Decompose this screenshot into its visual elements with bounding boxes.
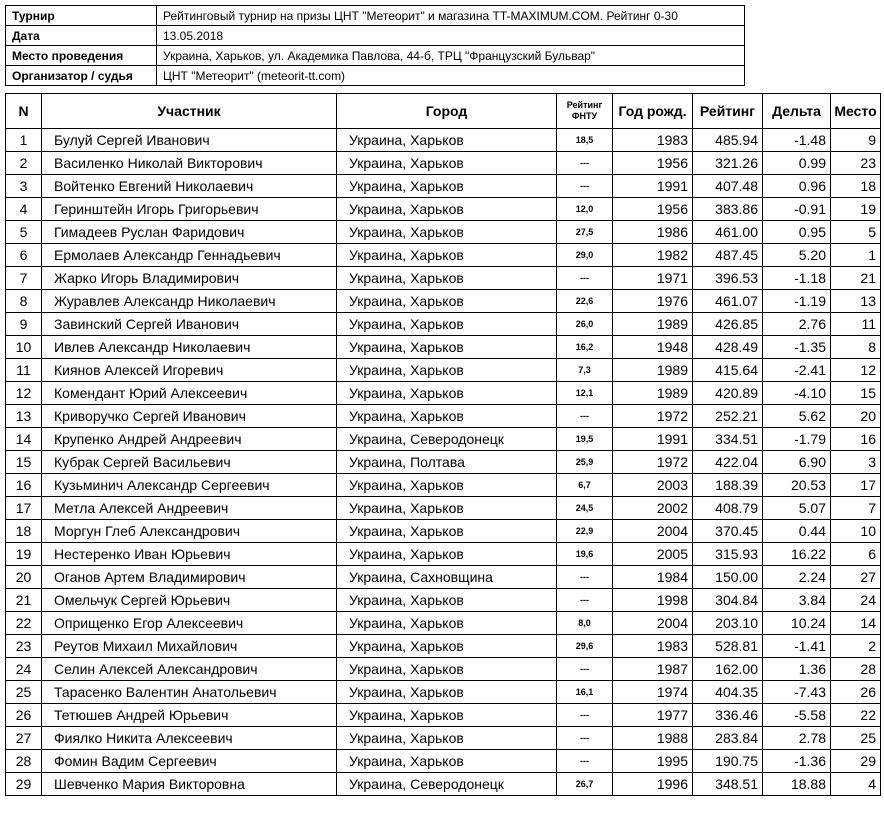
cell-place: 28 xyxy=(831,658,881,681)
cell-number: 26 xyxy=(6,704,42,727)
cell-place: 8 xyxy=(831,336,881,359)
cell-city: Украина, Харьков xyxy=(337,244,557,267)
cell-participant: Крупенко Андрей Андреевич xyxy=(42,428,337,451)
table-row xyxy=(6,704,881,727)
cell-number: 7 xyxy=(6,267,42,290)
cell-place: 29 xyxy=(831,750,881,773)
cell-rating: 426.85 xyxy=(693,313,763,336)
cell-city: Украина, Харьков xyxy=(337,313,557,336)
cell-rating: 190.75 xyxy=(693,750,763,773)
cell-fntu-rating: 7,3 xyxy=(557,359,613,382)
cell-number: 4 xyxy=(6,198,42,221)
cell-birth-year: 1983 xyxy=(613,635,693,658)
cell-place: 2 xyxy=(831,635,881,658)
results-header xyxy=(6,94,881,129)
cell-rating: 334.51 xyxy=(693,428,763,451)
info-label: Место проведения xyxy=(6,46,157,66)
cell-fntu-rating: --- xyxy=(557,750,613,773)
cell-rating: 408.79 xyxy=(693,497,763,520)
header-city[interactable]: Город xyxy=(337,94,557,129)
cell-number: 18 xyxy=(6,520,42,543)
cell-place: 4 xyxy=(831,773,881,796)
cell-place: 21 xyxy=(831,267,881,290)
cell-delta: -1.35 xyxy=(763,336,831,359)
info-label: Организатор / судья xyxy=(6,66,157,86)
info-row xyxy=(6,26,745,46)
table-row xyxy=(6,313,881,336)
cell-participant: Кузьминич Александр Сергеевич xyxy=(42,474,337,497)
cell-city: Украина, Харьков xyxy=(337,681,557,704)
cell-participant: Шевченко Мария Викторовна xyxy=(42,773,337,796)
cell-rating: 528.81 xyxy=(693,635,763,658)
header-fntu-rating[interactable] xyxy=(557,94,613,129)
cell-rating: 336.46 xyxy=(693,704,763,727)
cell-fntu-rating: --- xyxy=(557,175,613,198)
cell-rating: 407.48 xyxy=(693,175,763,198)
cell-birth-year: 1996 xyxy=(613,773,693,796)
header-fntu-line1: Рейтинг xyxy=(566,100,603,110)
cell-city: Украина, Северодонецк xyxy=(337,773,557,796)
cell-rating: 304.84 xyxy=(693,589,763,612)
cell-delta: -1.36 xyxy=(763,750,831,773)
cell-number: 9 xyxy=(6,313,42,336)
cell-city: Украина, Харьков xyxy=(337,589,557,612)
cell-delta: 2.24 xyxy=(763,566,831,589)
cell-participant: Фомин Вадим Сергеевич xyxy=(42,750,337,773)
info-label: Дата xyxy=(6,26,157,46)
cell-place: 14 xyxy=(831,612,881,635)
cell-delta: 3.84 xyxy=(763,589,831,612)
cell-birth-year: 1948 xyxy=(613,336,693,359)
cell-rating: 487.45 xyxy=(693,244,763,267)
cell-city: Украина, Харьков xyxy=(337,129,557,152)
cell-participant: Кубрак Сергей Васильевич xyxy=(42,451,337,474)
cell-delta: 5.07 xyxy=(763,497,831,520)
table-row xyxy=(6,451,881,474)
cell-city: Украина, Харьков xyxy=(337,198,557,221)
cell-birth-year: 1988 xyxy=(613,727,693,750)
cell-rating: 415.64 xyxy=(693,359,763,382)
cell-city: Украина, Харьков xyxy=(337,175,557,198)
cell-city: Украина, Харьков xyxy=(337,727,557,750)
cell-birth-year: 1995 xyxy=(613,750,693,773)
info-row xyxy=(6,66,745,86)
cell-participant: Ермолаев Александр Геннадьевич xyxy=(42,244,337,267)
cell-rating: 461.07 xyxy=(693,290,763,313)
table-row xyxy=(6,428,881,451)
cell-city: Украина, Харьков xyxy=(337,267,557,290)
cell-fntu-rating: 6,7 xyxy=(557,474,613,497)
cell-participant: Криворучко Сергей Иванович xyxy=(42,405,337,428)
cell-delta: 2.76 xyxy=(763,313,831,336)
cell-place: 9 xyxy=(831,129,881,152)
cell-birth-year: 1998 xyxy=(613,589,693,612)
table-row xyxy=(6,773,881,796)
cell-city: Украина, Харьков xyxy=(337,359,557,382)
header-row xyxy=(6,94,881,129)
info-row xyxy=(6,6,745,26)
cell-rating: 461.00 xyxy=(693,221,763,244)
cell-fntu-rating: 19,5 xyxy=(557,428,613,451)
cell-delta: 10.24 xyxy=(763,612,831,635)
cell-delta: 5.20 xyxy=(763,244,831,267)
cell-number: 22 xyxy=(6,612,42,635)
cell-delta: 2.78 xyxy=(763,727,831,750)
cell-city: Украина, Харьков xyxy=(337,336,557,359)
cell-city: Украина, Харьков xyxy=(337,635,557,658)
cell-fntu-rating: 19,6 xyxy=(557,543,613,566)
cell-birth-year: 1989 xyxy=(613,313,693,336)
cell-participant: Геринштейн Игорь Григорьевич xyxy=(42,198,337,221)
cell-fntu-rating: 12,0 xyxy=(557,198,613,221)
cell-delta: 1.36 xyxy=(763,658,831,681)
cell-birth-year: 1991 xyxy=(613,428,693,451)
cell-birth-year: 1991 xyxy=(613,175,693,198)
cell-rating: 428.49 xyxy=(693,336,763,359)
cell-city: Украина, Харьков xyxy=(337,750,557,773)
cell-number: 19 xyxy=(6,543,42,566)
tournament-info-body xyxy=(6,6,745,86)
cell-birth-year: 1989 xyxy=(613,359,693,382)
cell-number: 21 xyxy=(6,589,42,612)
table-row xyxy=(6,681,881,704)
cell-number: 20 xyxy=(6,566,42,589)
cell-number: 14 xyxy=(6,428,42,451)
cell-birth-year: 1972 xyxy=(613,405,693,428)
cell-participant: Селин Алексей Александрович xyxy=(42,658,337,681)
cell-participant: Булуй Сергей Иванович xyxy=(42,129,337,152)
cell-city: Украина, Харьков xyxy=(337,152,557,175)
cell-city: Украина, Харьков xyxy=(337,658,557,681)
cell-number: 25 xyxy=(6,681,42,704)
table-row xyxy=(6,750,881,773)
info-value: ЦНТ "Метеорит" (meteorit-tt.com) xyxy=(157,66,745,86)
cell-fntu-rating: 25,9 xyxy=(557,451,613,474)
cell-city: Украина, Харьков xyxy=(337,497,557,520)
cell-city: Украина, Полтава xyxy=(337,451,557,474)
cell-fntu-rating: --- xyxy=(557,704,613,727)
cell-delta: -1.41 xyxy=(763,635,831,658)
cell-fntu-rating: 16,1 xyxy=(557,681,613,704)
table-row xyxy=(6,658,881,681)
cell-participant: Киянов Алексей Игоревич xyxy=(42,359,337,382)
header-participant[interactable]: Участник xyxy=(42,94,337,129)
cell-delta: 16.22 xyxy=(763,543,831,566)
cell-participant: Тарасенко Валентин Анатольевич xyxy=(42,681,337,704)
cell-delta: -1.18 xyxy=(763,267,831,290)
cell-place: 12 xyxy=(831,359,881,382)
cell-birth-year: 1971 xyxy=(613,267,693,290)
table-row xyxy=(6,543,881,566)
cell-birth-year: 1983 xyxy=(613,129,693,152)
table-row xyxy=(6,405,881,428)
cell-birth-year: 2005 xyxy=(613,543,693,566)
cell-delta: 6.90 xyxy=(763,451,831,474)
info-label: Турнир xyxy=(6,6,157,26)
cell-place: 5 xyxy=(831,221,881,244)
cell-fntu-rating: 16,2 xyxy=(557,336,613,359)
cell-place: 17 xyxy=(831,474,881,497)
cell-place: 26 xyxy=(831,681,881,704)
cell-place: 6 xyxy=(831,543,881,566)
cell-place: 27 xyxy=(831,566,881,589)
cell-delta: 5.62 xyxy=(763,405,831,428)
table-row xyxy=(6,566,881,589)
cell-participant: Омельчук Сергей Юрьевич xyxy=(42,589,337,612)
table-row xyxy=(6,244,881,267)
cell-delta: -0.91 xyxy=(763,198,831,221)
table-row xyxy=(6,129,881,152)
cell-fntu-rating: 27,5 xyxy=(557,221,613,244)
cell-delta: -5.58 xyxy=(763,704,831,727)
cell-delta: 0.99 xyxy=(763,152,831,175)
cell-city: Украина, Харьков xyxy=(337,474,557,497)
cell-delta: -7.43 xyxy=(763,681,831,704)
cell-number: 3 xyxy=(6,175,42,198)
cell-rating: 283.84 xyxy=(693,727,763,750)
cell-place: 25 xyxy=(831,727,881,750)
table-row xyxy=(6,474,881,497)
cell-number: 12 xyxy=(6,382,42,405)
cell-birth-year: 2002 xyxy=(613,497,693,520)
cell-participant: Оприщенко Егор Алексеевич xyxy=(42,612,337,635)
table-row xyxy=(6,382,881,405)
cell-rating: 404.35 xyxy=(693,681,763,704)
cell-participant: Оганов Артем Владимирович xyxy=(42,566,337,589)
cell-place: 22 xyxy=(831,704,881,727)
cell-rating: 420.89 xyxy=(693,382,763,405)
table-row xyxy=(6,589,881,612)
header-delta[interactable]: Дельта xyxy=(763,94,831,129)
cell-delta: 0.44 xyxy=(763,520,831,543)
cell-number: 27 xyxy=(6,727,42,750)
cell-delta: -1.19 xyxy=(763,290,831,313)
header-fntu-line2: ФНТУ xyxy=(571,111,598,121)
cell-rating: 383.86 xyxy=(693,198,763,221)
results-table xyxy=(5,93,881,796)
table-row xyxy=(6,267,881,290)
cell-number: 13 xyxy=(6,405,42,428)
cell-number: 1 xyxy=(6,129,42,152)
cell-number: 11 xyxy=(6,359,42,382)
cell-participant: Жарко Игорь Владимирович xyxy=(42,267,337,290)
cell-fntu-rating: --- xyxy=(557,152,613,175)
cell-city: Украина, Харьков xyxy=(337,704,557,727)
cell-place: 11 xyxy=(831,313,881,336)
table-row xyxy=(6,612,881,635)
cell-city: Украина, Харьков xyxy=(337,612,557,635)
cell-rating: 370.45 xyxy=(693,520,763,543)
cell-number: 17 xyxy=(6,497,42,520)
cell-place: 24 xyxy=(831,589,881,612)
cell-delta: 20.53 xyxy=(763,474,831,497)
cell-rating: 348.51 xyxy=(693,773,763,796)
cell-delta: 18.88 xyxy=(763,773,831,796)
cell-place: 3 xyxy=(831,451,881,474)
cell-place: 1 xyxy=(831,244,881,267)
cell-birth-year: 1974 xyxy=(613,681,693,704)
cell-birth-year: 1976 xyxy=(613,290,693,313)
header-place[interactable]: Место xyxy=(831,94,881,129)
cell-participant: Реутов Михаил Михайлович xyxy=(42,635,337,658)
cell-number: 29 xyxy=(6,773,42,796)
cell-participant: Войтенко Евгений Николаевич xyxy=(42,175,337,198)
cell-number: 8 xyxy=(6,290,42,313)
cell-delta: 0.95 xyxy=(763,221,831,244)
table-row xyxy=(6,152,881,175)
table-row xyxy=(6,198,881,221)
cell-fntu-rating: 12,1 xyxy=(557,382,613,405)
cell-place: 7 xyxy=(831,497,881,520)
cell-number: 16 xyxy=(6,474,42,497)
cell-place: 19 xyxy=(831,198,881,221)
cell-rating: 162.00 xyxy=(693,658,763,681)
table-row xyxy=(6,497,881,520)
cell-city: Украина, Харьков xyxy=(337,290,557,313)
cell-rating: 252.21 xyxy=(693,405,763,428)
cell-number: 24 xyxy=(6,658,42,681)
cell-number: 6 xyxy=(6,244,42,267)
cell-rating: 321.26 xyxy=(693,152,763,175)
info-value: 13.05.2018 xyxy=(157,26,745,46)
cell-fntu-rating: 26,0 xyxy=(557,313,613,336)
table-row xyxy=(6,520,881,543)
cell-participant: Нестеренко Иван Юрьевич xyxy=(42,543,337,566)
cell-birth-year: 1982 xyxy=(613,244,693,267)
cell-fntu-rating: --- xyxy=(557,566,613,589)
cell-participant: Василенко Николай Викторович xyxy=(42,152,337,175)
cell-number: 5 xyxy=(6,221,42,244)
cell-city: Украина, Харьков xyxy=(337,382,557,405)
cell-delta: -2.41 xyxy=(763,359,831,382)
cell-participant: Комендант Юрий Алексеевич xyxy=(42,382,337,405)
cell-rating: 150.00 xyxy=(693,566,763,589)
cell-place: 20 xyxy=(831,405,881,428)
cell-city: Украина, Харьков xyxy=(337,221,557,244)
cell-participant: Ивлев Александр Николаевич xyxy=(42,336,337,359)
cell-place: 23 xyxy=(831,152,881,175)
info-row xyxy=(6,46,745,66)
cell-fntu-rating: --- xyxy=(557,267,613,290)
cell-participant: Метла Алексей Андреевич xyxy=(42,497,337,520)
cell-number: 10 xyxy=(6,336,42,359)
cell-birth-year: 2004 xyxy=(613,520,693,543)
cell-participant: Завинский Сергей Иванович xyxy=(42,313,337,336)
cell-participant: Фиялко Никита Алексеевич xyxy=(42,727,337,750)
cell-birth-year: 1986 xyxy=(613,221,693,244)
cell-delta: -1.79 xyxy=(763,428,831,451)
cell-fntu-rating: 29,6 xyxy=(557,635,613,658)
header-rating[interactable]: Рейтинг xyxy=(693,94,763,129)
table-row xyxy=(6,336,881,359)
cell-fntu-rating: --- xyxy=(557,658,613,681)
cell-birth-year: 1984 xyxy=(613,566,693,589)
cell-city: Украина, Харьков xyxy=(337,520,557,543)
cell-rating: 203.10 xyxy=(693,612,763,635)
cell-birth-year: 1977 xyxy=(613,704,693,727)
cell-number: 28 xyxy=(6,750,42,773)
cell-fntu-rating: --- xyxy=(557,589,613,612)
cell-participant: Журавлев Александр Николаевич xyxy=(42,290,337,313)
cell-participant: Гимадеев Руслан Фаридович xyxy=(42,221,337,244)
cell-rating: 422.04 xyxy=(693,451,763,474)
cell-fntu-rating: 22,9 xyxy=(557,520,613,543)
cell-participant: Моргун Глеб Александрович xyxy=(42,520,337,543)
cell-place: 18 xyxy=(831,175,881,198)
cell-delta: -4.10 xyxy=(763,382,831,405)
cell-fntu-rating: 18,5 xyxy=(557,129,613,152)
cell-delta: -1.48 xyxy=(763,129,831,152)
cell-birth-year: 1987 xyxy=(613,658,693,681)
table-row xyxy=(6,175,881,198)
cell-city: Украина, Харьков xyxy=(337,543,557,566)
cell-city: Украина, Северодонецк xyxy=(337,428,557,451)
cell-rating: 485.94 xyxy=(693,129,763,152)
cell-number: 15 xyxy=(6,451,42,474)
cell-number: 2 xyxy=(6,152,42,175)
table-row xyxy=(6,359,881,382)
cell-fntu-rating: --- xyxy=(557,405,613,428)
cell-birth-year: 1989 xyxy=(613,382,693,405)
cell-rating: 396.53 xyxy=(693,267,763,290)
table-row xyxy=(6,635,881,658)
table-row xyxy=(6,290,881,313)
cell-fntu-rating: --- xyxy=(557,727,613,750)
cell-participant: Тетюшев Андрей Юрьевич xyxy=(42,704,337,727)
cell-rating: 315.93 xyxy=(693,543,763,566)
cell-birth-year: 1956 xyxy=(613,152,693,175)
cell-fntu-rating: 22,6 xyxy=(557,290,613,313)
cell-number: 23 xyxy=(6,635,42,658)
cell-birth-year: 1972 xyxy=(613,451,693,474)
info-value: Рейтинговый турнир на призы ЦНТ "Метеорит" и магазина TT-MAXIMUM.COM. Рейтинг 0-30 xyxy=(157,6,745,26)
header-birth-year[interactable]: Год рожд. xyxy=(613,94,693,129)
cell-fntu-rating: 26,7 xyxy=(557,773,613,796)
cell-city: Украина, Сахновщина xyxy=(337,566,557,589)
cell-fntu-rating: 8,0 xyxy=(557,612,613,635)
cell-place: 13 xyxy=(831,290,881,313)
header-n[interactable]: N xyxy=(6,94,42,129)
cell-place: 15 xyxy=(831,382,881,405)
info-value: Украина, Харьков, ул. Академика Павлова, 44-б, ТРЦ "Французский Бульвар" xyxy=(157,46,745,66)
tournament-info-table xyxy=(5,5,745,86)
table-row xyxy=(6,727,881,750)
table-row xyxy=(6,221,881,244)
cell-place: 16 xyxy=(831,428,881,451)
results-body xyxy=(6,129,881,796)
cell-rating: 188.39 xyxy=(693,474,763,497)
cell-birth-year: 2003 xyxy=(613,474,693,497)
cell-place: 10 xyxy=(831,520,881,543)
cell-fntu-rating: 24,5 xyxy=(557,497,613,520)
cell-birth-year: 1956 xyxy=(613,198,693,221)
cell-city: Украина, Харьков xyxy=(337,405,557,428)
cell-fntu-rating: 29,0 xyxy=(557,244,613,267)
cell-birth-year: 2004 xyxy=(613,612,693,635)
cell-delta: 0.96 xyxy=(763,175,831,198)
